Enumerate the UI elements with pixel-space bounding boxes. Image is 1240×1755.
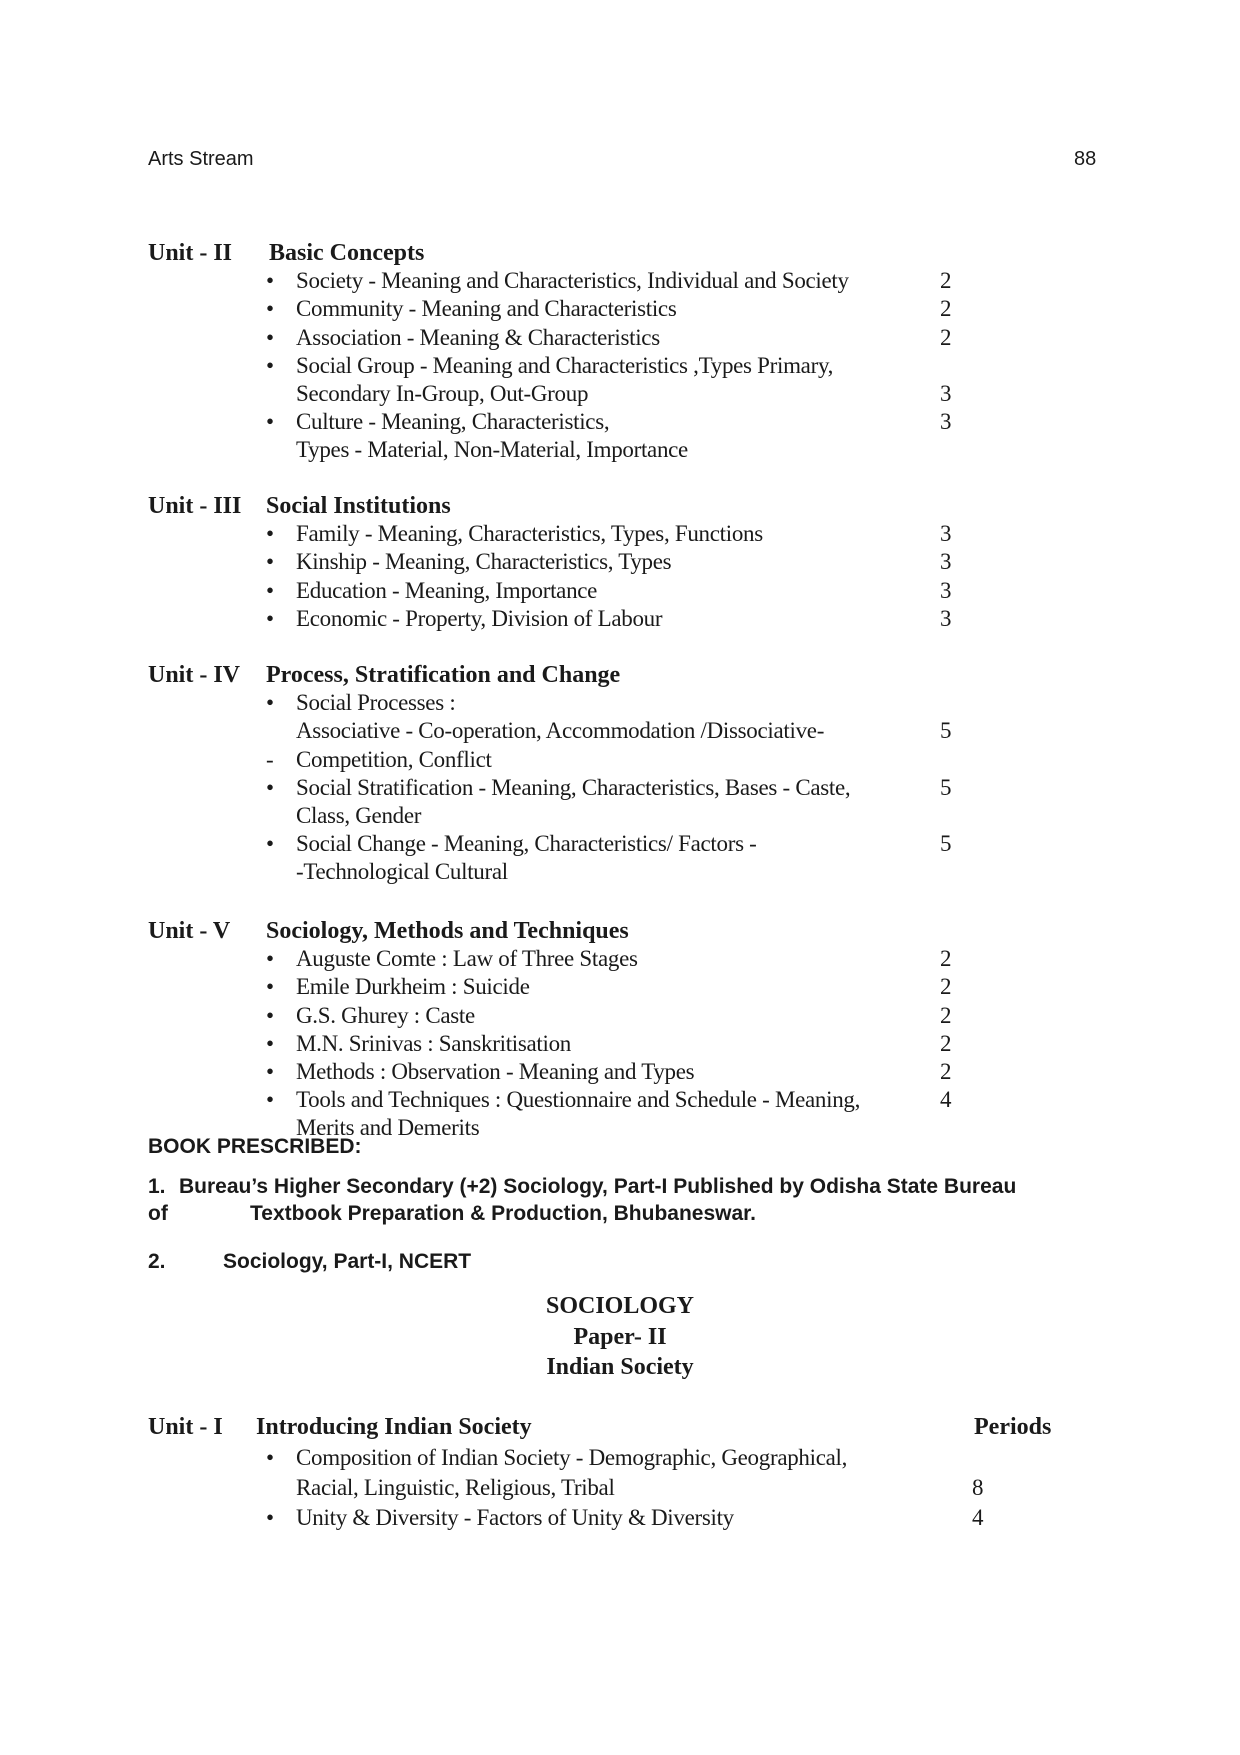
period-count: 3 xyxy=(940,521,952,547)
period-count: 4 xyxy=(940,1087,952,1113)
bullet-icon: • xyxy=(266,409,275,435)
bullet-icon: • xyxy=(266,1445,275,1470)
topic-text: Culture - Meaning, Characteristics, xyxy=(296,409,610,435)
unit-title: Process, Stratification and Change xyxy=(266,662,621,688)
bullet-icon: • xyxy=(266,774,275,800)
topic-text: Auguste Comte : Law of Three Stages xyxy=(296,946,638,972)
topic-text: Types - Material, Non-Material, Importance xyxy=(296,437,688,463)
topic-text: Education - Meaning, Importance xyxy=(296,577,598,603)
periods-heading: Periods xyxy=(974,1414,1052,1440)
period-count: 2 xyxy=(940,296,952,322)
period-count: 3 xyxy=(940,549,952,575)
unit-title: Basic Concepts xyxy=(269,240,425,266)
bullet-icon: • xyxy=(266,296,275,322)
bullet-icon: • xyxy=(266,690,275,716)
unit-label: Unit - II xyxy=(148,240,233,266)
topic-text: Unity & Diversity - Factors of Unity & Diversity xyxy=(296,1505,734,1530)
topic-text: Economic - Property, Division of Labour xyxy=(296,605,663,631)
book-1-title: Bureau’s Higher Secondary (+2) Sociology, Part-I Published by Odisha State Bureau xyxy=(179,1175,1017,1198)
bullet-icon: • xyxy=(266,605,275,631)
period-count: 5 xyxy=(940,774,952,800)
period-count: 2 xyxy=(940,1002,952,1028)
period-count: 3 xyxy=(940,409,952,435)
paper-name-title: Indian Society xyxy=(546,1354,694,1380)
dash-marker: - xyxy=(266,746,274,772)
paper-number-title: Paper- II xyxy=(573,1324,667,1350)
period-count: 2 xyxy=(940,1059,952,1084)
paper2-unit-title: Introducing Indian Society xyxy=(256,1414,532,1440)
bullet-icon: • xyxy=(266,1059,275,1084)
bullet-icon: • xyxy=(266,1002,275,1028)
topic-text: Merits and Demerits xyxy=(296,1115,480,1141)
unit-title: Social Institutions xyxy=(266,493,451,519)
book-prescribed-heading: BOOK PRESCRIBED: xyxy=(148,1135,362,1158)
topic-text: Methods : Observation - Meaning and Types xyxy=(296,1059,695,1084)
topic-text: Social Change - Meaning, Characteristics/ Factors - xyxy=(296,831,757,857)
bullet-icon: • xyxy=(266,268,275,294)
bullet-icon: • xyxy=(266,1087,275,1113)
page-number: 88 xyxy=(1074,148,1097,170)
topic-text: Association - Meaning & Characteristics xyxy=(296,324,660,350)
topic-text: Social Group - Meaning and Characteristics ,Types Primary, xyxy=(296,352,834,378)
period-count: 4 xyxy=(972,1505,984,1530)
period-count: 2 xyxy=(940,1030,952,1056)
period-count: 3 xyxy=(940,381,952,406)
book-1-of: of xyxy=(148,1202,168,1225)
period-count: 2 xyxy=(940,946,952,972)
bullet-icon: • xyxy=(266,974,275,1000)
unit-title: Sociology, Methods and Techniques xyxy=(266,918,629,944)
topic-text: Society - Meaning and Characteristics, Individual and Society xyxy=(296,268,849,294)
book-1-publisher: Textbook Preparation & Production, Bhubaneswar. xyxy=(250,1202,757,1225)
unit-label: Unit - V xyxy=(148,918,231,944)
topic-text: Social Processes : xyxy=(296,690,456,716)
book-2-number: 2. xyxy=(148,1250,166,1273)
period-count: 3 xyxy=(940,577,952,603)
bullet-icon: • xyxy=(266,831,275,857)
topic-text: Kinship - Meaning, Characteristics, Types xyxy=(296,549,672,575)
topic-text: Family - Meaning, Characteristics, Types, Functions xyxy=(296,521,763,547)
topic-text: Secondary In-Group, Out-Group xyxy=(296,381,589,406)
topic-text: Social Stratification - Meaning, Characteristics, Bases - Caste, xyxy=(296,774,851,800)
topic-text: Emile Durkheim : Suicide xyxy=(296,974,530,1000)
period-count: 5 xyxy=(940,718,952,744)
book-1-number: 1. xyxy=(148,1175,166,1198)
bullet-icon: • xyxy=(266,1505,275,1530)
period-count: 2 xyxy=(940,324,952,350)
period-count: 2 xyxy=(940,268,952,294)
period-count: 5 xyxy=(940,831,952,857)
topic-text: G.S. Ghurey : Caste xyxy=(296,1002,475,1028)
bullet-icon: • xyxy=(266,946,275,972)
topic-text: -Technological Cultural xyxy=(296,859,508,885)
topic-text: Community - Meaning and Characteristics xyxy=(296,296,677,322)
period-count: 2 xyxy=(940,974,952,1000)
topic-text: Composition of Indian Society - Demographic, Geographical, xyxy=(296,1445,848,1470)
topic-text: Competition, Conflict xyxy=(296,746,492,772)
book-2-title: Sociology, Part-I, NCERT xyxy=(223,1250,472,1273)
unit-label: Unit - IV xyxy=(148,662,241,688)
period-count: 3 xyxy=(940,605,952,631)
paper2-unit-label: Unit - I xyxy=(148,1414,223,1440)
running-head-left: Arts Stream xyxy=(148,148,254,170)
bullet-icon: • xyxy=(266,521,275,547)
topic-text: Associative - Co-operation, Accommodation /Dissociative- xyxy=(296,718,825,744)
topic-text: Tools and Techniques : Questionnaire and Schedule - Meaning, xyxy=(296,1087,861,1113)
bullet-icon: • xyxy=(266,1030,275,1056)
bullet-icon: • xyxy=(266,324,275,350)
paper-subject-title: SOCIOLOGY xyxy=(545,1293,695,1319)
bullet-icon: • xyxy=(266,549,275,575)
bullet-icon: • xyxy=(266,577,275,603)
unit-label: Unit - III xyxy=(148,493,242,519)
topic-text: M.N. Srinivas : Sanskritisation xyxy=(296,1030,572,1056)
topic-text: Racial, Linguistic, Religious, Tribal xyxy=(296,1475,615,1500)
topic-text: Class, Gender xyxy=(296,803,422,828)
period-count: 8 xyxy=(972,1475,984,1500)
bullet-icon: • xyxy=(266,352,275,378)
